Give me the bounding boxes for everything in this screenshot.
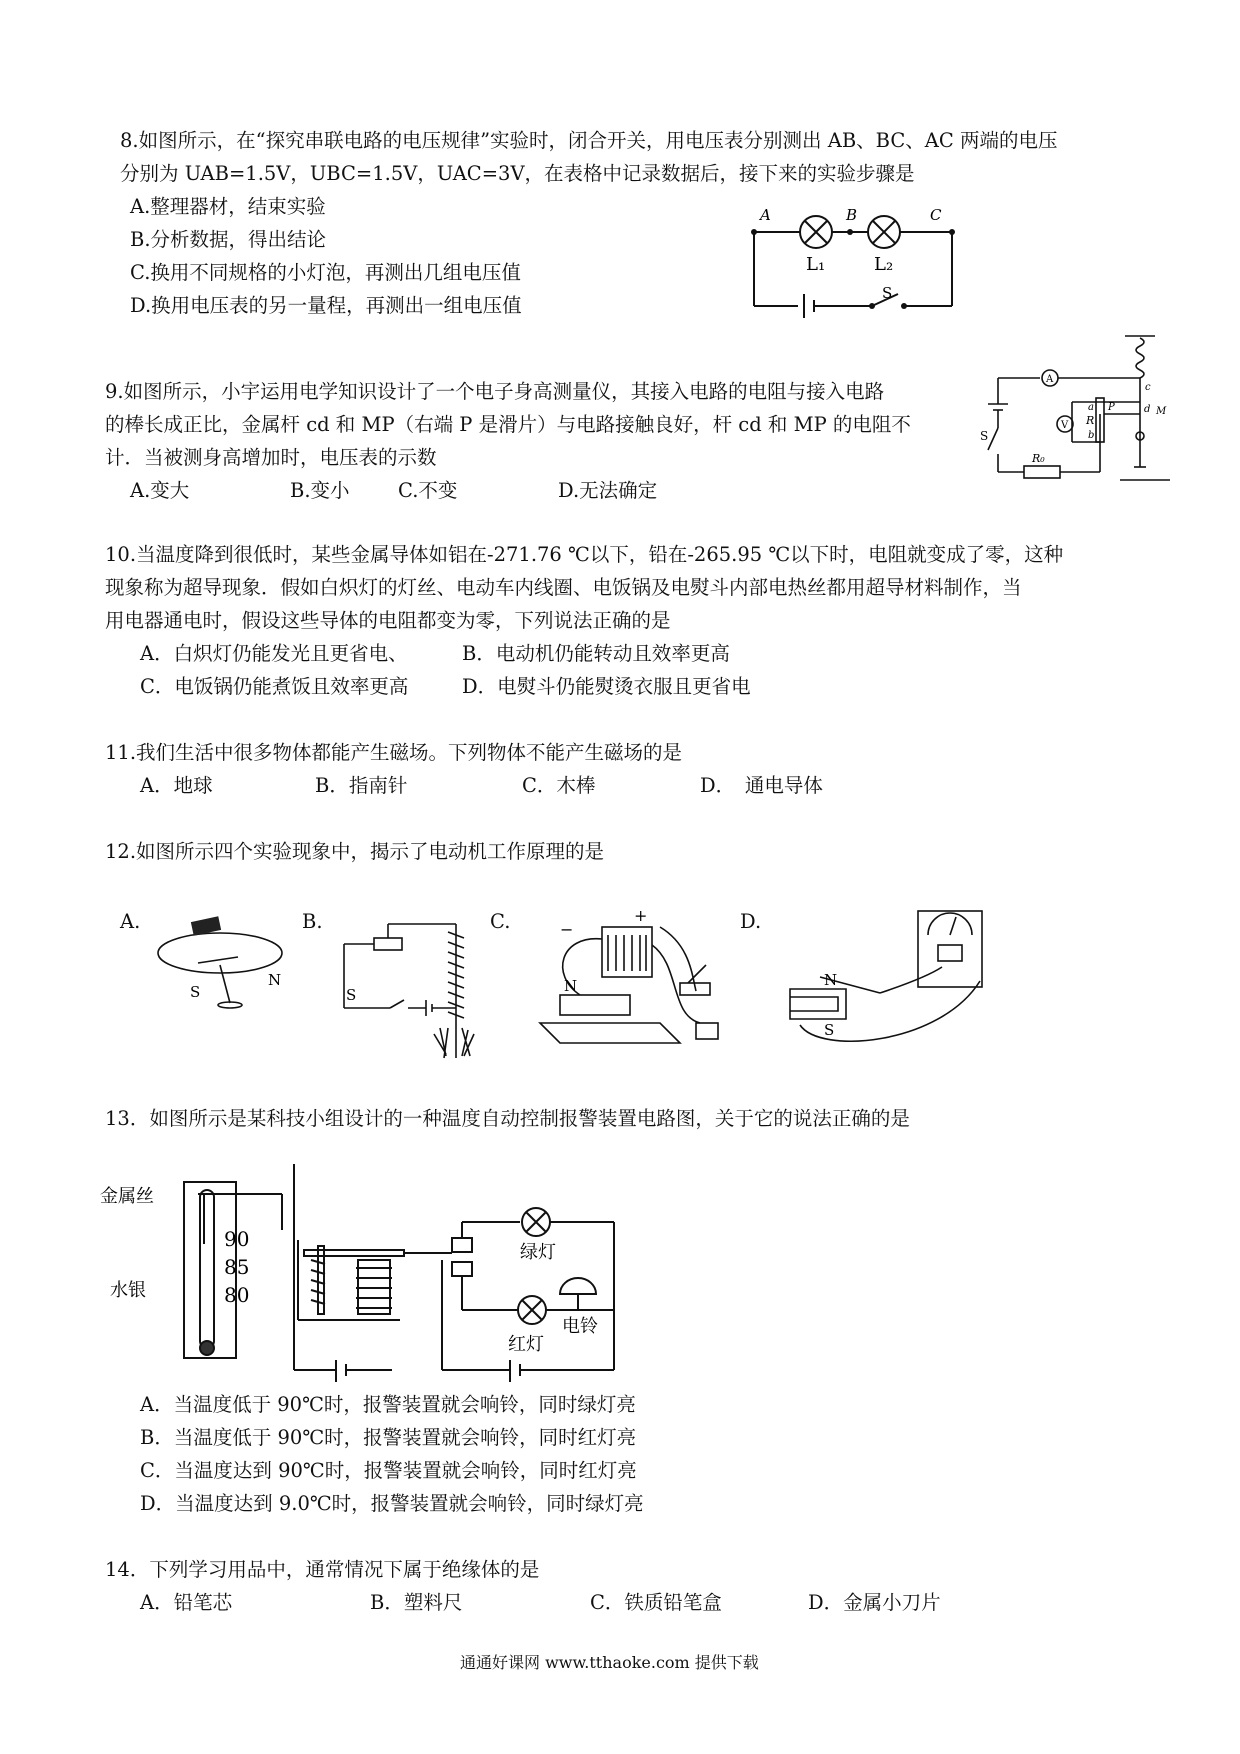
- q8-stem-line2: 分别为 UAB=1.5V，UBC=1.5V，UAC=3V，在表格中记录数据后，接下来的实验步骤是: [120, 162, 915, 185]
- q8-label-l1: L₁: [806, 254, 826, 275]
- q11-option-a: A．地球: [140, 774, 213, 797]
- q13-stem: 13．如图所示是某科技小组设计的一种温度自动控制报警装置电路图，关于它的说法正确的是: [105, 1107, 910, 1130]
- q14-option-b: B．塑料尺: [370, 1591, 463, 1614]
- q13-option-d: D．当温度达到 9.0℃时，报警装置就会响铃，同时绿灯亮: [140, 1492, 644, 1515]
- q8-option-c: C.换用不同规格的小灯泡，再测出几组电压值: [130, 261, 521, 284]
- q9-label-c: c: [1145, 382, 1151, 393]
- q12-b-label-s: S: [346, 986, 357, 1004]
- q9-voltmeter-v: V: [1061, 420, 1069, 431]
- q12-figure-b-electromagnet: [330, 910, 490, 1060]
- q12-c-label-plus: +: [634, 906, 648, 925]
- q8-stem-line1: 8.如图所示，在“探究串联电路的电压规律”实验时，闭合开关，用电压表分别测出 AB、BC、AC 两端的电压: [120, 129, 1058, 152]
- q13-scale-80: 80: [224, 1283, 250, 1307]
- q10-stem-line3: 用电器通电时，假设这些导体的电阻都变为零，下列说法正确的是: [105, 609, 671, 632]
- q9-ammeter-a: A: [1046, 374, 1054, 385]
- q8-label-l2: L₂: [874, 254, 894, 275]
- q12-d-label-n: N: [824, 971, 838, 989]
- q12-figure-d-generator-apparatus: [780, 905, 990, 1045]
- q9-label-p: P: [1108, 402, 1115, 413]
- q13-scale-85: 85: [224, 1255, 250, 1279]
- q10-stem-line1: 10.当温度降到很低时，某些金属导体如铝在-271.76 ℃以下，铅在-265.95 ℃以下时，电阻就变成了零，这种: [105, 543, 1064, 566]
- q9-option-b: B.变小: [290, 479, 350, 502]
- q12-stem: 12.如图所示四个实验现象中，揭示了电动机工作原理的是: [105, 840, 605, 863]
- q10-option-a: A．白炽灯仍能发光且更省电、: [140, 642, 408, 665]
- q12-label-d: D.: [740, 910, 762, 933]
- q12-label-c: C.: [490, 910, 511, 933]
- q12-label-b: B.: [302, 910, 323, 933]
- q10-stem-line2: 现象称为超导现象．假如白炽灯的灯丝、电动车内线圈、电饭锅及电熨斗内部电热丝都用超导材料制作，当: [105, 576, 1022, 599]
- q8-option-a: A.整理器材，结束实验: [130, 195, 326, 218]
- q10-option-b: B．电动机仍能转动且效率更高: [462, 642, 730, 665]
- q8-label-c: C: [930, 206, 942, 224]
- q13-scale-90: 90: [224, 1227, 250, 1251]
- q8-option-d: D.换用电压表的另一量程，再测出一组电压值: [130, 294, 522, 317]
- q8-option-b: B.分析数据，得出结论: [130, 228, 327, 251]
- q13-option-b: B．当温度低于 90℃时，报警装置就会响铃，同时红灯亮: [140, 1426, 637, 1449]
- q9-stem-line3: 计．当被测身高增加时，电压表的示数: [105, 446, 437, 469]
- q14-option-d: D．金属小刀片: [808, 1591, 941, 1614]
- q9-label-m: M: [1156, 406, 1167, 417]
- q8-label-b: B: [846, 206, 858, 224]
- q12-label-a: A.: [120, 910, 141, 933]
- q13-label-mercury: 水银: [110, 1280, 146, 1301]
- q9-option-d: D.无法确定: [558, 479, 658, 502]
- q9-stem-line1: 9.如图所示，小宇运用电学知识设计了一个电子身高测量仪，其接入电路的电阻与接入电路: [105, 380, 885, 403]
- q13-label-green-lamp: 绿灯: [520, 1242, 556, 1263]
- q14-option-c: C．铁质铅笔盒: [590, 1591, 722, 1614]
- q8-label-a: A: [760, 206, 771, 224]
- q9-label-b-end: b: [1088, 430, 1095, 441]
- q12-c-label-n: N: [564, 977, 578, 995]
- q9-height-meter-figure: [980, 332, 1180, 492]
- q10-option-d: D．电熨斗仍能熨烫衣服且更省电: [462, 675, 751, 698]
- q14-option-a: A．铅笔芯: [140, 1591, 233, 1614]
- q9-label-s: S: [980, 429, 989, 443]
- q13-alarm-circuit-figure: [100, 1160, 640, 1400]
- q9-option-c: C.不变: [398, 479, 458, 502]
- q11-option-c: C．木棒: [522, 774, 596, 797]
- q11-stem: 11.我们生活中很多物体都能产生磁场。下列物体不能产生磁场的是: [105, 741, 683, 764]
- q13-option-c: C．当温度达到 90℃时，报警装置就会响铃，同时红灯亮: [140, 1459, 637, 1482]
- q13-label-bell: 电铃: [562, 1316, 598, 1337]
- q11-option-d: D． 通电导体: [700, 774, 823, 797]
- q9-stem-line2: 的棒长成正比，金属杆 cd 和 MP（右端 P 是滑片）与电路接触良好，杆 cd 和 MP 的电阻不: [105, 413, 911, 436]
- q12-figure-c-motor-apparatus: [520, 905, 720, 1055]
- q8-series-circuit-figure: [740, 200, 960, 320]
- q12-a-label-s: S: [190, 983, 201, 1001]
- q12-c-label-minus: −: [560, 920, 574, 939]
- q12-d-label-s: S: [824, 1021, 835, 1039]
- q13-option-a: A．当温度低于 90℃时，报警装置就会响铃，同时绿灯亮: [140, 1393, 636, 1416]
- q9-label-r: R: [1086, 414, 1095, 427]
- q11-option-b: B．指南针: [315, 774, 408, 797]
- q9-label-r0: R₀: [1032, 452, 1045, 465]
- q9-label-d: d: [1144, 404, 1151, 415]
- q14-stem: 14．下列学习用品中，通常情况下属于绝缘体的是: [105, 1558, 540, 1581]
- q9-label-a-end: a: [1088, 402, 1094, 413]
- q13-label-red-lamp: 红灯: [508, 1334, 544, 1355]
- q9-option-a: A.变大: [130, 479, 190, 502]
- q12-figure-a-compass: [150, 905, 290, 1015]
- page-footer: 通通好课网 www.tthaoke.com 提供下载: [460, 1653, 759, 1672]
- q12-a-label-n: N: [268, 971, 282, 989]
- q10-option-c: C．电饭锅仍能煮饭且效率更高: [140, 675, 409, 698]
- q8-label-s: S: [882, 284, 893, 302]
- q13-label-metal-wire: 金属丝: [100, 1186, 154, 1207]
